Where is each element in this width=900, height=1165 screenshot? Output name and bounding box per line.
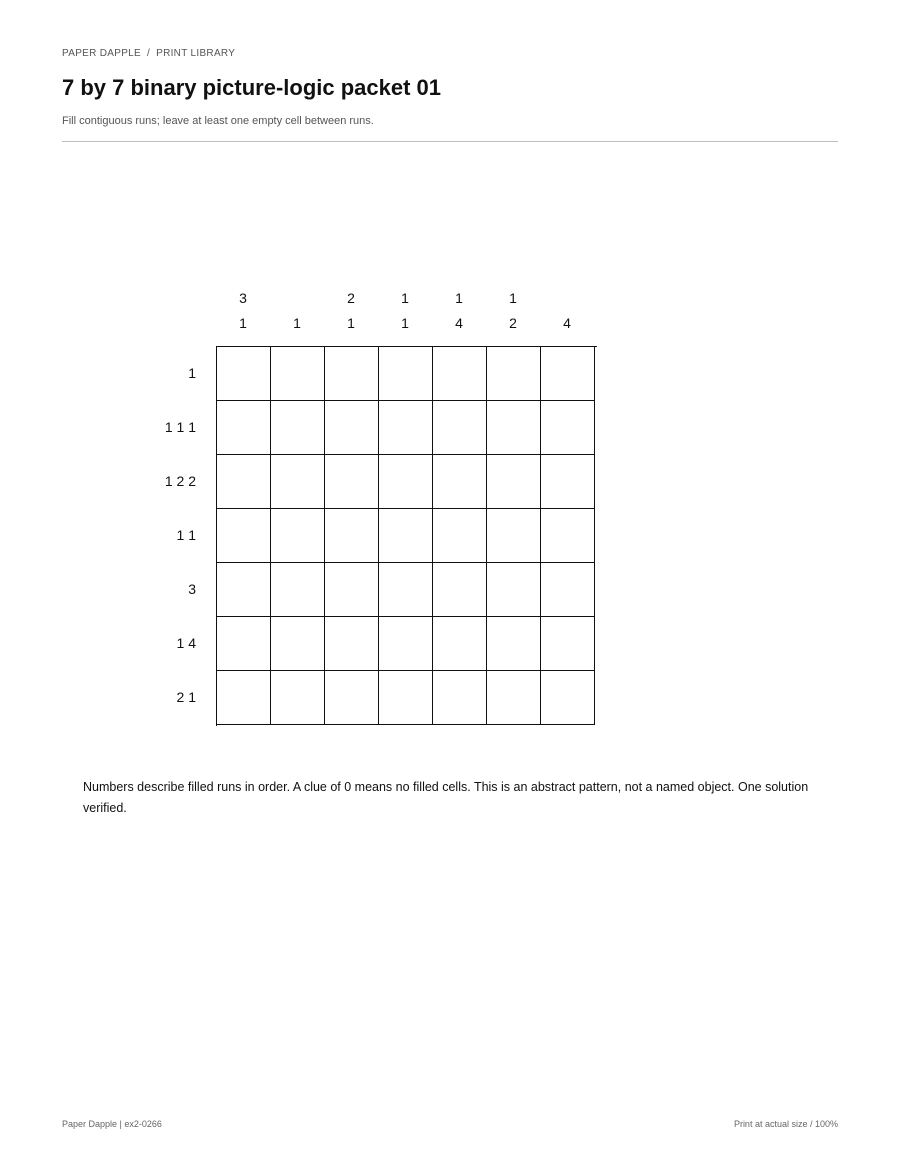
grid-cell[interactable] bbox=[433, 509, 487, 563]
column-clue-4 bbox=[378, 280, 432, 336]
grid-cell[interactable] bbox=[217, 509, 271, 563]
row-clues bbox=[120, 346, 200, 726]
grid-cell[interactable] bbox=[271, 509, 325, 563]
column-clue-number: 2 bbox=[509, 315, 517, 331]
header-divider bbox=[62, 141, 838, 142]
grid-cell[interactable] bbox=[379, 563, 433, 617]
footer-id: Paper Dapple | ex2-0266 bbox=[62, 1119, 162, 1129]
grid-cell[interactable] bbox=[217, 455, 271, 509]
column-clue-7 bbox=[540, 280, 594, 336]
row-clue-5: 3 bbox=[188, 581, 196, 597]
column-clue-number: 2 bbox=[347, 290, 355, 306]
grid-cell[interactable] bbox=[487, 617, 541, 671]
row-clue-3: 1 2 2 bbox=[164, 473, 196, 489]
grid-cell[interactable] bbox=[487, 563, 541, 617]
grid-cell[interactable] bbox=[433, 455, 487, 509]
column-clue-3 bbox=[324, 280, 378, 336]
grid-cell[interactable] bbox=[541, 617, 595, 671]
grid-cell[interactable] bbox=[433, 563, 487, 617]
grid-cell[interactable] bbox=[217, 671, 271, 725]
column-clue-2 bbox=[270, 280, 324, 336]
grid-cell[interactable] bbox=[217, 401, 271, 455]
footer-print-hint: Print at actual size / 100% bbox=[733, 1119, 838, 1129]
grid-cell[interactable] bbox=[487, 401, 541, 455]
grid-cell[interactable] bbox=[541, 455, 595, 509]
column-clue-number: 4 bbox=[455, 315, 463, 331]
grid-cell[interactable] bbox=[271, 563, 325, 617]
grid-cell[interactable] bbox=[325, 455, 379, 509]
grid-cell[interactable] bbox=[541, 347, 595, 401]
grid-cell[interactable] bbox=[325, 509, 379, 563]
grid-cell[interactable] bbox=[271, 347, 325, 401]
column-clue-number: 1 bbox=[239, 315, 247, 331]
grid-cell[interactable] bbox=[433, 671, 487, 725]
grid-cell[interactable] bbox=[433, 401, 487, 455]
row-clue-6: 1 4 bbox=[176, 635, 196, 651]
row-clue-7: 2 1 bbox=[176, 689, 196, 705]
grid-cell[interactable] bbox=[541, 509, 595, 563]
page-title: 7 by 7 binary picture-logic packet 01 bbox=[62, 75, 442, 100]
grid-cell[interactable] bbox=[487, 455, 541, 509]
puzzle-grid[interactable] bbox=[216, 346, 597, 726]
row-clue-2: 1 1 1 bbox=[164, 419, 196, 435]
breadcrumb-brand: PAPER DAPPLE bbox=[62, 48, 142, 59]
grid-cell[interactable] bbox=[271, 671, 325, 725]
grid-cell[interactable] bbox=[541, 563, 595, 617]
grid-cell[interactable] bbox=[433, 617, 487, 671]
grid-cell[interactable] bbox=[487, 347, 541, 401]
grid-cell[interactable] bbox=[379, 671, 433, 725]
grid-cell[interactable] bbox=[379, 347, 433, 401]
grid-cell[interactable] bbox=[271, 617, 325, 671]
column-clue-number: 3 bbox=[239, 290, 247, 306]
column-clue-number: 1 bbox=[401, 315, 409, 331]
grid-cell[interactable] bbox=[379, 617, 433, 671]
grid-cell[interactable] bbox=[379, 509, 433, 563]
row-clue-1: 1 bbox=[188, 365, 196, 381]
instructions-note: Numbers describe filled runs in order. A clue of 0 means no filled cells. This is an abstract pattern, not a named object. One solution verified. bbox=[83, 780, 809, 815]
column-clue-1 bbox=[216, 280, 270, 336]
row-clue-4: 1 1 bbox=[176, 527, 196, 543]
grid-cell[interactable] bbox=[541, 401, 595, 455]
grid-cell[interactable] bbox=[379, 401, 433, 455]
column-clue-number: 1 bbox=[293, 315, 301, 331]
grid-cell[interactable] bbox=[271, 401, 325, 455]
grid-cell[interactable] bbox=[217, 617, 271, 671]
breadcrumb bbox=[62, 48, 235, 59]
column-clue-number: 1 bbox=[509, 290, 517, 306]
grid-cell[interactable] bbox=[487, 509, 541, 563]
breadcrumb-separator: / bbox=[147, 48, 151, 59]
grid-cell[interactable] bbox=[217, 563, 271, 617]
grid-cell[interactable] bbox=[271, 455, 325, 509]
column-clue-number: 4 bbox=[563, 315, 571, 331]
column-clue-number: 1 bbox=[347, 315, 355, 331]
page-subtitle: Fill contiguous runs; leave at least one empty cell between runs. bbox=[62, 115, 374, 127]
grid-cell[interactable] bbox=[217, 347, 271, 401]
grid-cell[interactable] bbox=[433, 347, 487, 401]
grid-cell[interactable] bbox=[325, 401, 379, 455]
grid-cell[interactable] bbox=[325, 347, 379, 401]
column-clue-5 bbox=[432, 280, 486, 336]
grid-cell[interactable] bbox=[541, 671, 595, 725]
column-clue-number: 1 bbox=[455, 290, 463, 306]
grid-cell[interactable] bbox=[325, 563, 379, 617]
grid-cell[interactable] bbox=[325, 671, 379, 725]
grid-cell[interactable] bbox=[379, 455, 433, 509]
grid-cell[interactable] bbox=[325, 617, 379, 671]
column-clue-number: 1 bbox=[401, 290, 409, 306]
column-clue-6 bbox=[486, 280, 540, 336]
column-clues bbox=[216, 280, 598, 336]
breadcrumb-section: PRINT LIBRARY bbox=[156, 48, 236, 59]
grid-cell[interactable] bbox=[487, 671, 541, 725]
